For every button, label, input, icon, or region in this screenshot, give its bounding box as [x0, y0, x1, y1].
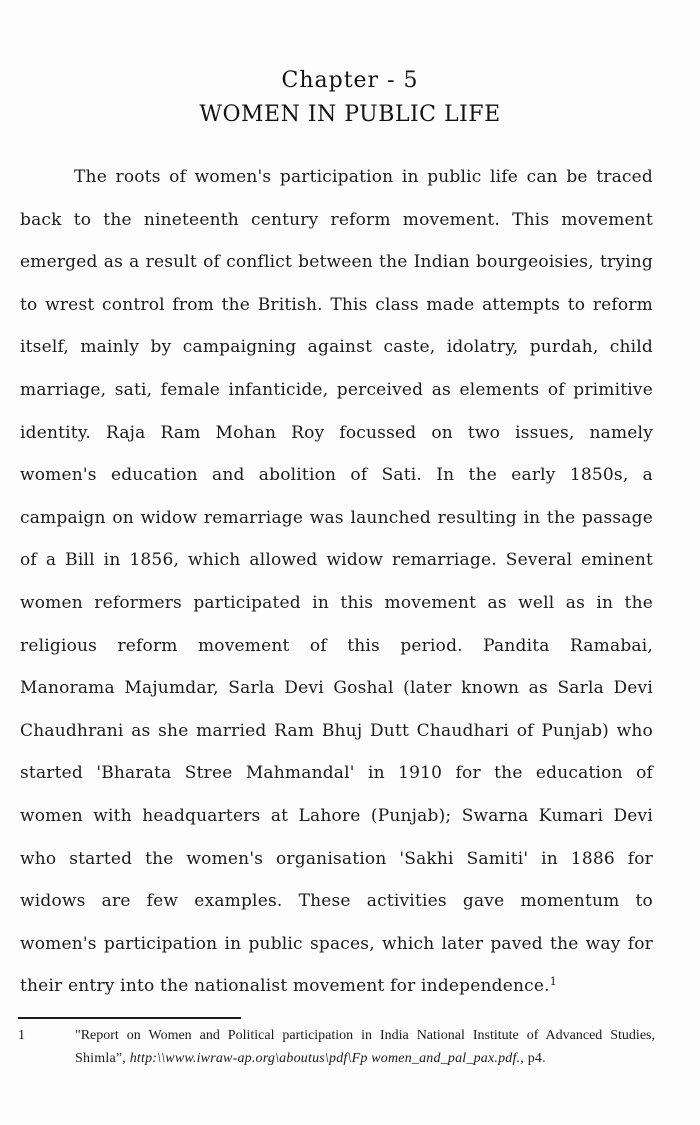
- paragraph-line: [20, 880, 653, 923]
- paragraph-line: [20, 284, 653, 327]
- paragraph-line-text: started 'Bharata Stree Mahmandal' in 1910 for the education of: [20, 763, 653, 784]
- paragraph-line: [20, 369, 653, 412]
- paragraph-line: [20, 752, 653, 795]
- footnote-marker: 1: [18, 1028, 25, 1043]
- paragraph-line-text: their entry into the nationalist movement for independence.: [20, 976, 550, 997]
- footnote-reference: 1: [549, 975, 557, 989]
- footnote-line-2-prefix: Shimla”,: [75, 1050, 130, 1066]
- footnote-url: http:\\www.iwraw-ap.org\aboutus\pdf\Fp women_and_pal_pax.pdf.,: [129, 1050, 524, 1066]
- chapter-paragraph: [20, 156, 653, 1008]
- chapter-heading: Chapter - 5: [281, 68, 419, 93]
- paragraph-line-text: itself, mainly by campaigning against caste, idolatry, purdah, child: [20, 337, 653, 358]
- paragraph-line-text: women's education and abolition of Sati. In the early 1850s, a: [20, 465, 653, 486]
- paragraph-line: [20, 326, 653, 369]
- paragraph-line: [20, 838, 653, 881]
- paragraph-line-text: religious reform movement of this period. Pandita Ramabai,: [20, 635, 653, 656]
- paragraph-line: [20, 497, 653, 540]
- paragraph-line-text: women's participation in public spaces, which later paved the way for: [20, 933, 653, 954]
- paragraph-line: [20, 199, 653, 242]
- footnote-page-ref: p4.: [524, 1050, 546, 1066]
- paragraph-line-text: identity. Raja Ram Mohan Roy focussed on two issues, namely: [20, 422, 653, 443]
- paragraph-line-text: emerged as a result of conflict between the Indian bourgeoisies, trying: [20, 252, 653, 273]
- paragraph-line: [20, 965, 653, 1008]
- paragraph-line: [20, 454, 653, 497]
- paragraph-line: [20, 795, 653, 838]
- paragraph-line-text: widows are few examples. These activities gave momentum to: [20, 891, 653, 912]
- paragraph-line: [20, 667, 653, 710]
- paragraph-line-text: campaign on widow remarriage was launched resulting in the passage: [20, 507, 653, 528]
- footnote-line-1: "Report on Women and Political participation in India National Institute of Advanced Studies,: [75, 1028, 655, 1043]
- paragraph-line-text: marriage, sati, female infanticide, perceived as elements of primitive: [20, 379, 653, 400]
- paragraph-line-text: of a Bill in 1856, which allowed widow remarriage. Several eminent: [20, 550, 653, 571]
- paragraph-line-text: who started the women's organisation 'Sakhi Samiti' in 1886 for: [20, 848, 653, 869]
- footnote: [75, 1025, 655, 1070]
- paragraph-line-text: Manorama Majumdar, Sarla Devi Goshal (later known as Sarla Devi: [20, 678, 653, 699]
- paragraph-line: [20, 156, 653, 199]
- paragraph-line-text: women with headquarters at Lahore (Punjab); Swarna Kumari Devi: [20, 805, 653, 826]
- footnote-line-2: [75, 1048, 655, 1071]
- paragraph-line: [20, 582, 653, 625]
- paragraph-line: [20, 710, 653, 753]
- paragraph-line-text: to wrest control from the British. This class made attempts to reform: [20, 294, 653, 315]
- paragraph-line: [20, 539, 653, 582]
- paragraph-line-text: women reformers participated in this movement as well as in the: [20, 592, 653, 613]
- paragraph-line: [20, 923, 653, 966]
- paragraph-line: [20, 412, 653, 455]
- footnote-separator-rule: [18, 1017, 241, 1019]
- paragraph-line-text: back to the nineteenth century reform movement. This movement: [20, 209, 653, 230]
- chapter-title: WOMEN IN PUBLIC LIFE: [199, 102, 501, 127]
- paragraph-line-text: The roots of women's participation in public life can be traced: [74, 167, 653, 187]
- paragraph-line: [20, 241, 653, 284]
- paragraph-line: [20, 625, 653, 668]
- paragraph-line-text: Chaudhrani as she married Ram Bhuj Dutt Chaudhari of Punjab) who: [20, 720, 653, 741]
